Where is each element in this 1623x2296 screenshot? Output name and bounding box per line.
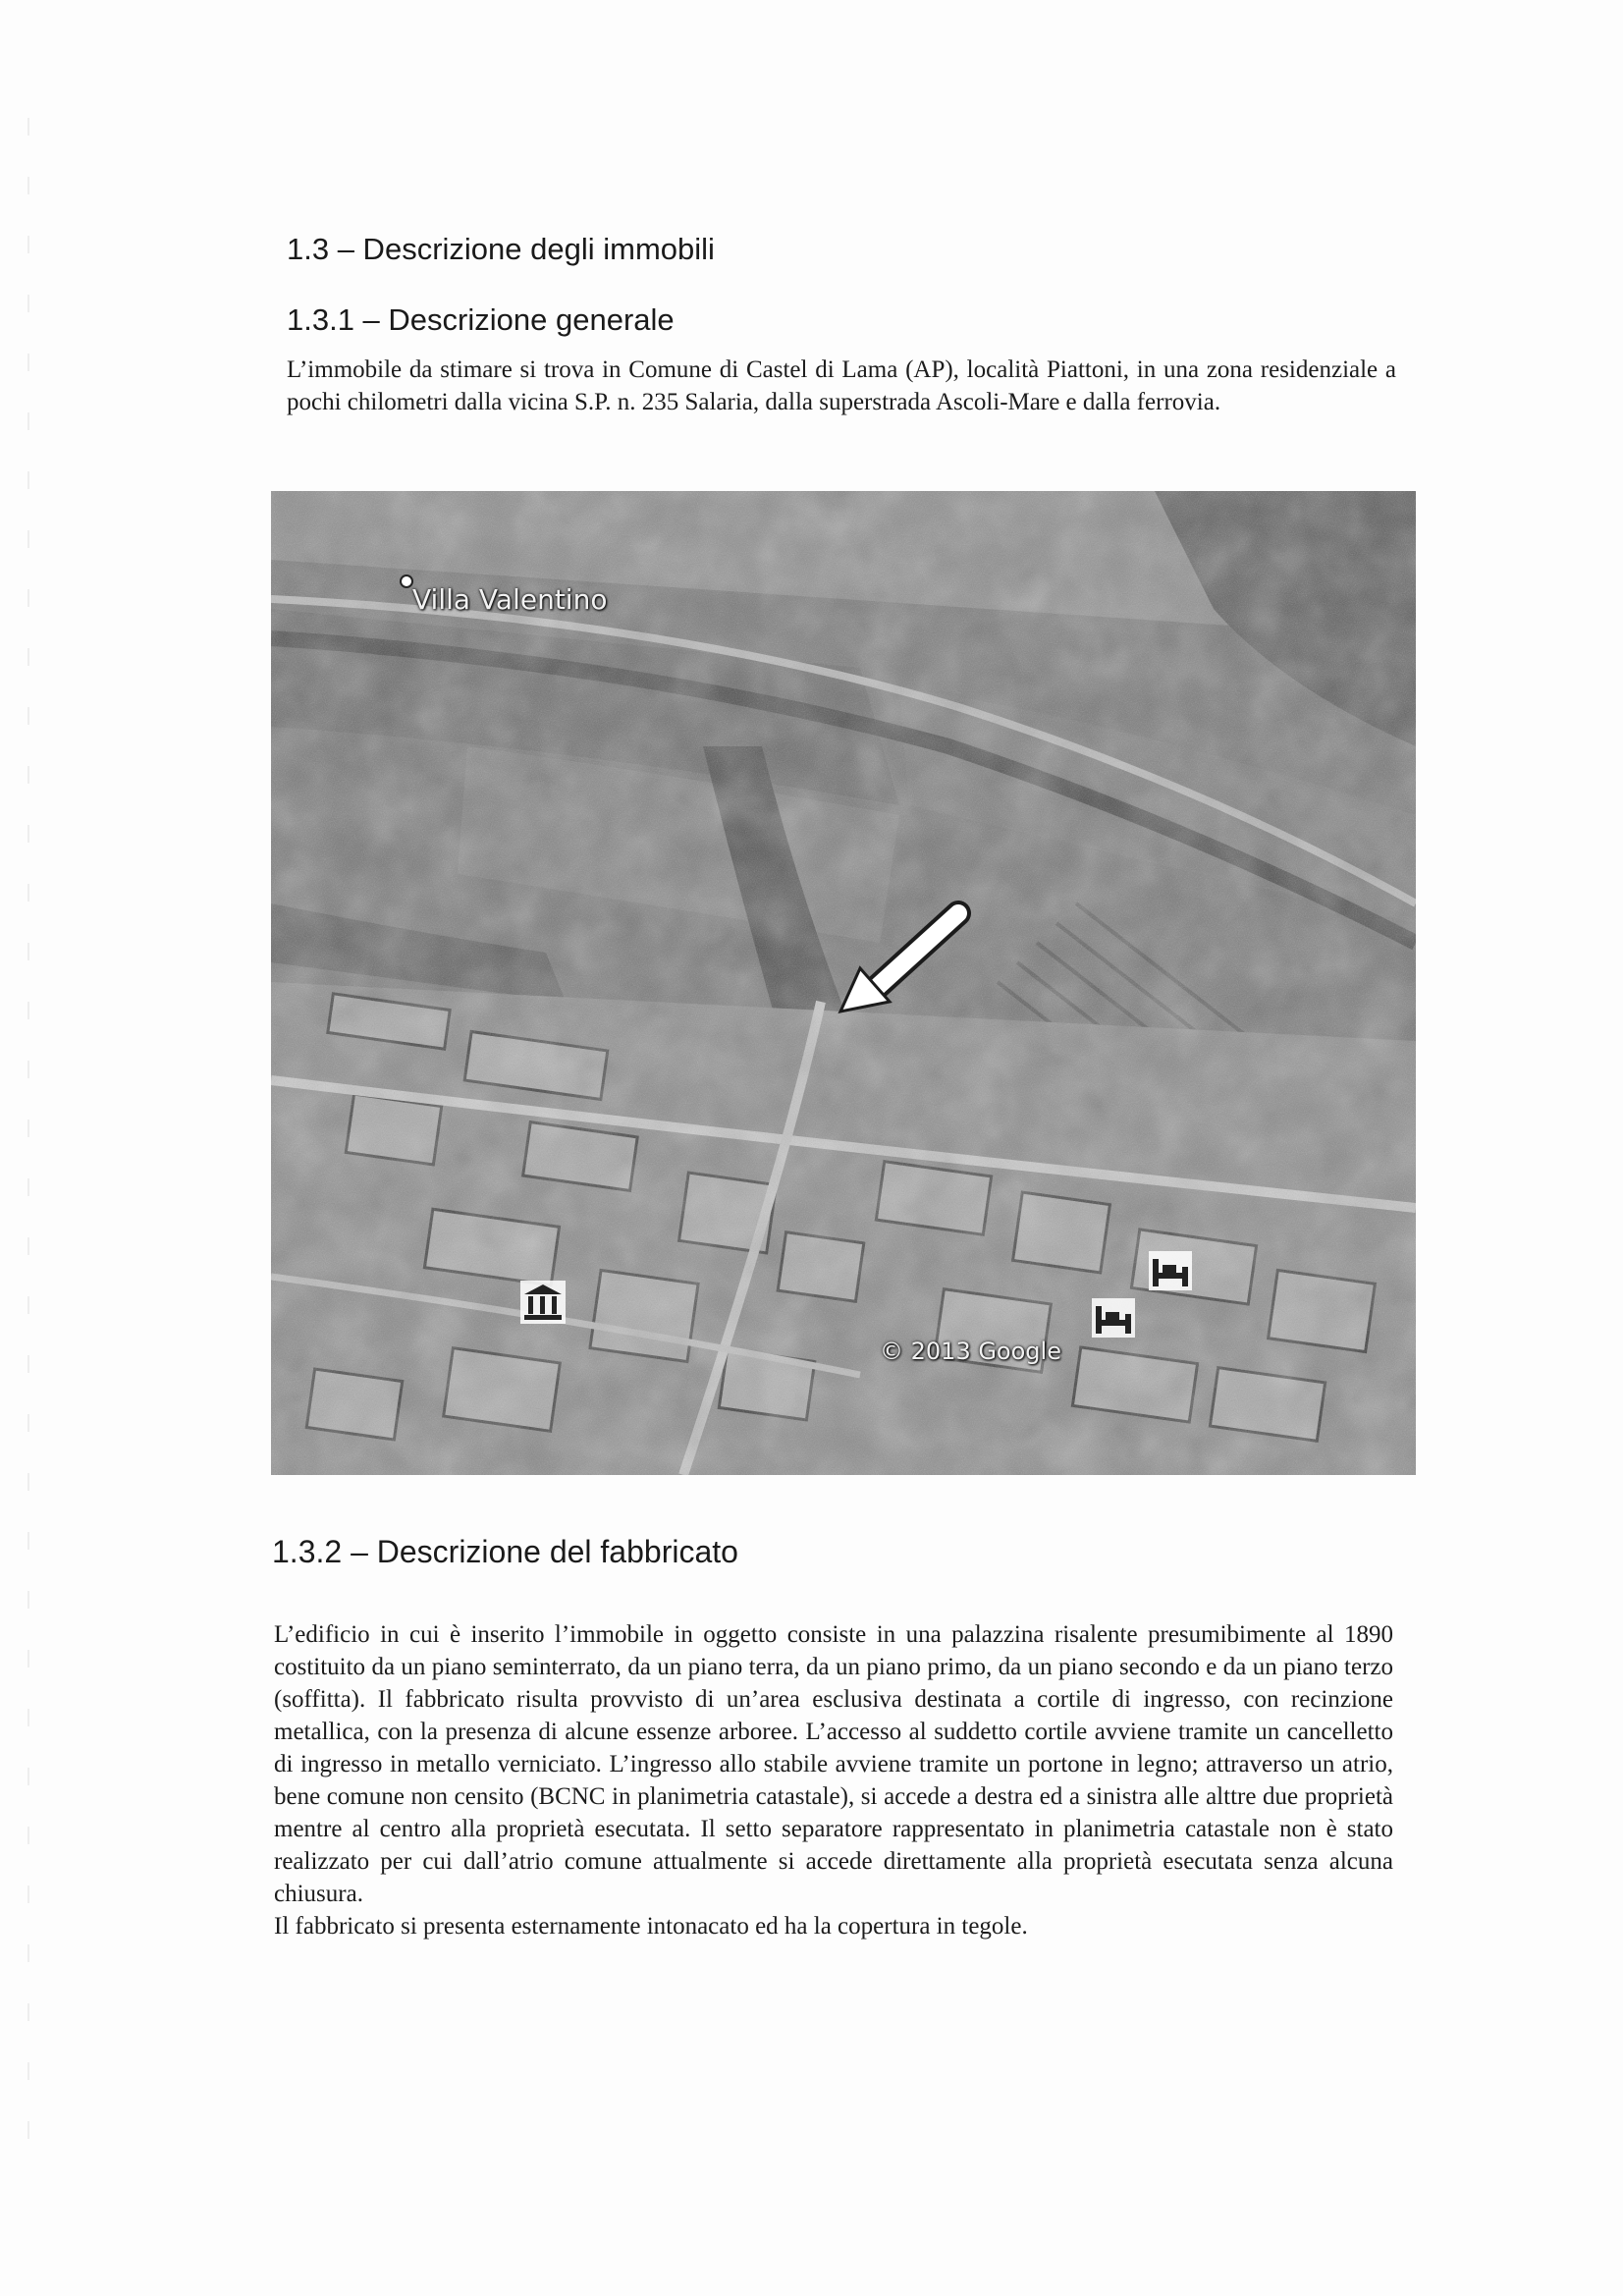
aerial-photo — [271, 491, 1416, 1475]
map-place-label: Villa Valentino — [412, 583, 608, 616]
place-pin-icon — [401, 575, 412, 587]
lodging-icon — [1092, 1298, 1135, 1338]
building-description-paragraph — [274, 1618, 1393, 1942]
building-description-text: L’edificio in cui è inserito l’immobile in oggetto consiste in una palazzina risalente presumibimente al 1890 costituito da un piano seminterrato, da un piano terra, da un piano primo, da un piano secondo e da un piano terzo (soffitta). Il fabbricato risulta provvisto di un’area esclusiva destinata a cortile di ingresso, con recinzione metallica, con la presenza di alcune essenze arboree. L’accesso al suddetto cortile avviene tramite un cancelletto di ingresso in metallo verniciato. L’ingresso allo stabile avviene tramite un portone in legno; attraverso un atrio, bene comune non censito (BCNC in planimetria catastale), si accede a destra ed a sinistra alle alttre due proprietà mentre al centro alla proprietà esecutata. Il setto separatore rappresentato in planimetria catastale non è stato realizzato per cui dall’atrio comune attualmente si accede direttamente alla proprietà esecutata senza alcuna chiusura. — [274, 1621, 1393, 1907]
subsection-heading-building: 1.3.2 – Descrizione del fabbricato — [272, 1534, 738, 1569]
section-heading: 1.3 – Descrizione degli immobili — [287, 232, 715, 266]
general-description-paragraph: L’immobile da stimare si trova in Comune di Castel di Lama (AP), località Piattoni, in una zona residenziale a pochi chilometri dalla vicina S.P. n. 235 Salaria, dalla superstrada Ascoli-Mare e dalla ferrovia. — [287, 356, 1396, 415]
lodging-icon — [1149, 1251, 1192, 1290]
museum-icon — [520, 1281, 566, 1324]
building-description-closing: Il fabbricato si presenta esternamente intonacato ed ha la copertura in tegole. — [274, 1913, 1028, 1940]
subsection-heading-general: 1.3.1 – Descrizione generale — [287, 302, 675, 337]
map-copyright-label: © 2013 Google — [880, 1338, 1061, 1365]
aerial-photo-image — [271, 491, 1416, 1475]
scan-artifact — [27, 118, 29, 2180]
